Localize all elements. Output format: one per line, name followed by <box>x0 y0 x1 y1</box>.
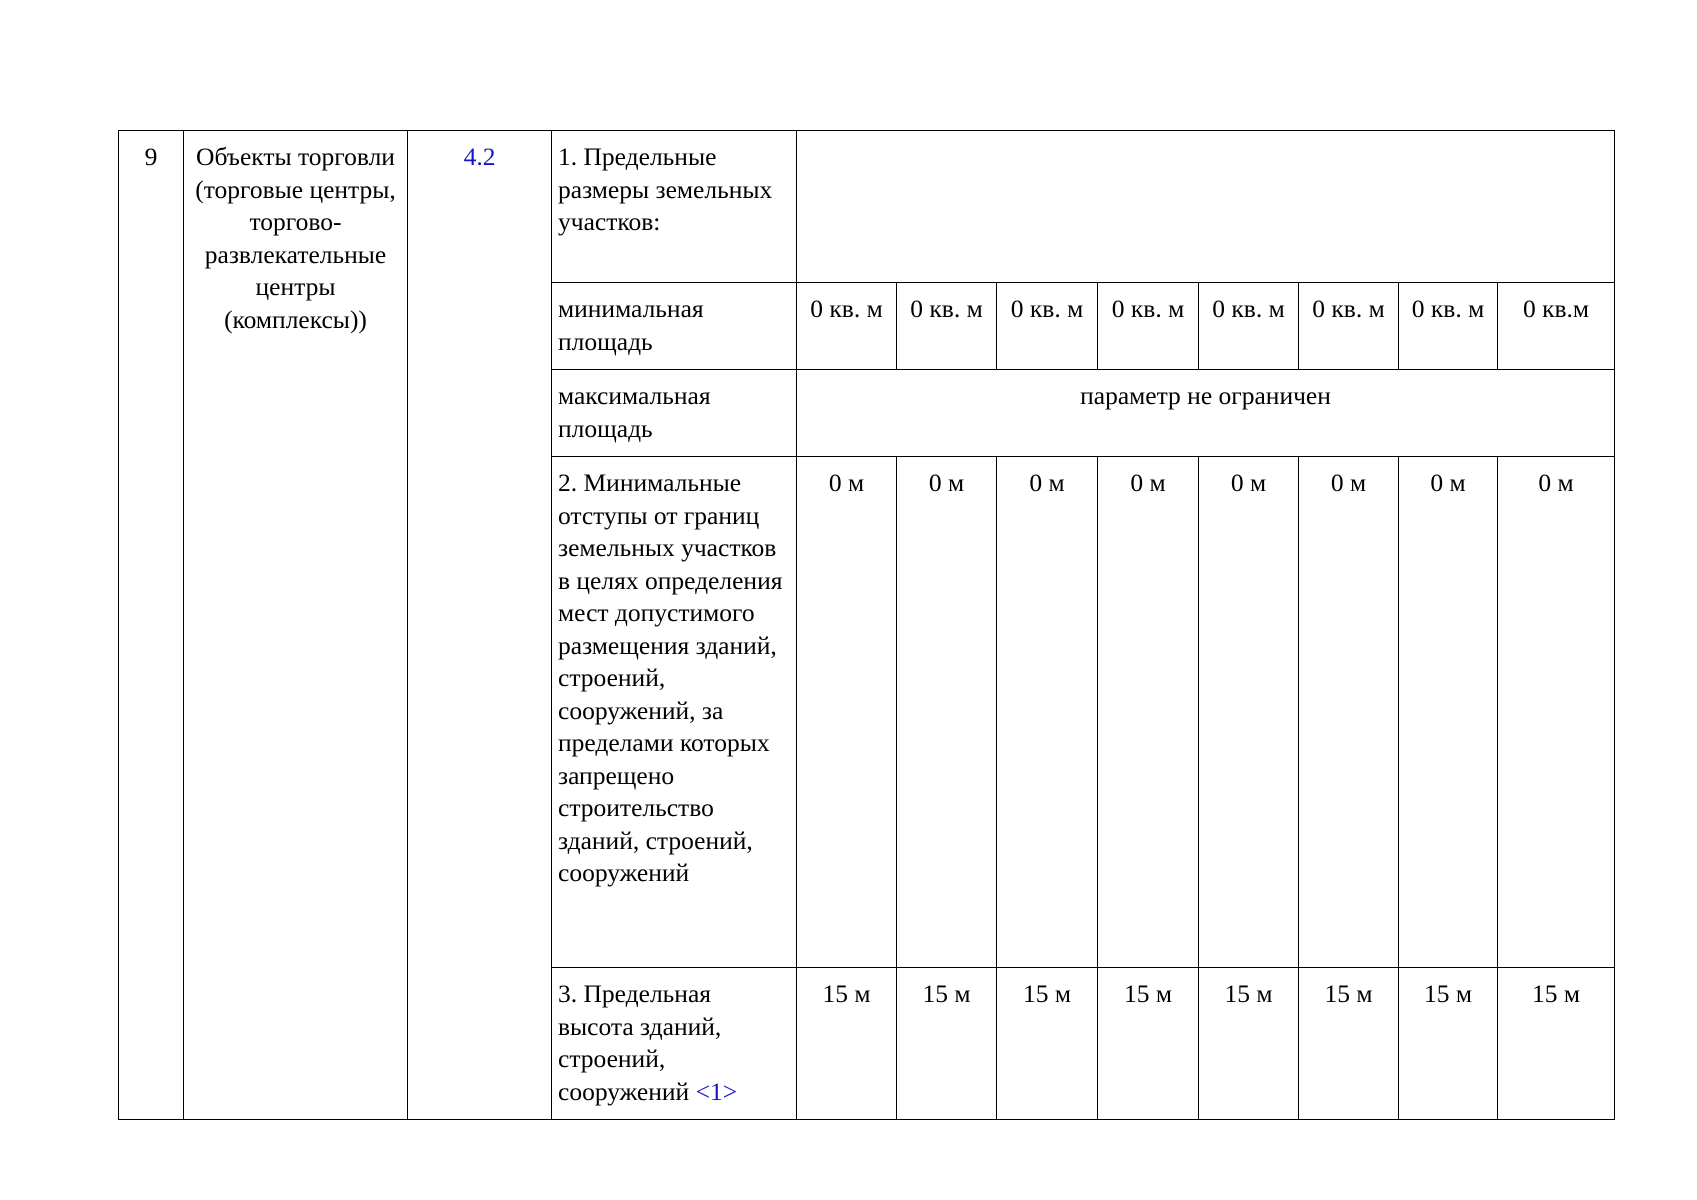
param-label-setbacks: 2. Минимальные отступы от границ земельных участков в целях определения мест допустимого размещения зданий, строений, сооружений, за пределами которых запрещено строительство зданий, строений, сооружений <box>552 457 797 968</box>
param-label-max-area: максимальная площадь <box>552 370 797 457</box>
min-area-value: 0 кв. м <box>897 283 997 370</box>
object-name-cell <box>184 131 408 1120</box>
height-value: 15 м <box>1299 968 1399 1120</box>
height-value: 15 м <box>997 968 1098 1120</box>
setback-value: 0 м <box>797 457 897 968</box>
height-value: 15 м <box>897 968 997 1120</box>
min-area-value: 0 кв.м <box>1498 283 1615 370</box>
height-value: 15 м <box>797 968 897 1120</box>
min-area-value: 0 кв. м <box>997 283 1098 370</box>
height-value: 15 м <box>1098 968 1199 1120</box>
height-value: 15 м <box>1199 968 1299 1120</box>
min-area-value: 0 кв. м <box>1299 283 1399 370</box>
object-name: Объекты торговли (торговые центры, торгово-развлекательные центры (комплексы)) <box>195 142 396 334</box>
parameters-table <box>118 130 1615 1120</box>
setback-value: 0 м <box>1299 457 1399 968</box>
param-label-limits: 1. Предельные размеры земельных участков: <box>552 131 797 283</box>
height-value: 15 м <box>1498 968 1615 1120</box>
row-number-cell <box>119 131 184 1120</box>
max-area-value: параметр не ограничен <box>797 370 1615 457</box>
setback-value: 0 м <box>1199 457 1299 968</box>
code-cell <box>408 131 552 1120</box>
min-area-value: 0 кв. м <box>797 283 897 370</box>
setback-value: 0 м <box>1399 457 1498 968</box>
code-link[interactable]: 4.2 <box>463 142 496 171</box>
setback-value: 0 м <box>997 457 1098 968</box>
setback-value: 0 м <box>1098 457 1199 968</box>
height-value: 15 м <box>1399 968 1498 1120</box>
row-number: 9 <box>144 142 158 171</box>
limits-empty-cell <box>797 131 1615 283</box>
table-row <box>119 131 1615 283</box>
min-area-value: 0 кв. м <box>1199 283 1299 370</box>
param-label-min-area: минимальная площадь <box>552 283 797 370</box>
min-area-value: 0 кв. м <box>1098 283 1199 370</box>
footnote-link[interactable]: <1> <box>695 1076 738 1106</box>
setback-value: 0 м <box>1498 457 1615 968</box>
min-area-value: 0 кв. м <box>1399 283 1498 370</box>
param-label-height: 3. Предельная высота зданий, строений, сооружений <1> <box>552 968 797 1120</box>
setback-value: 0 м <box>897 457 997 968</box>
